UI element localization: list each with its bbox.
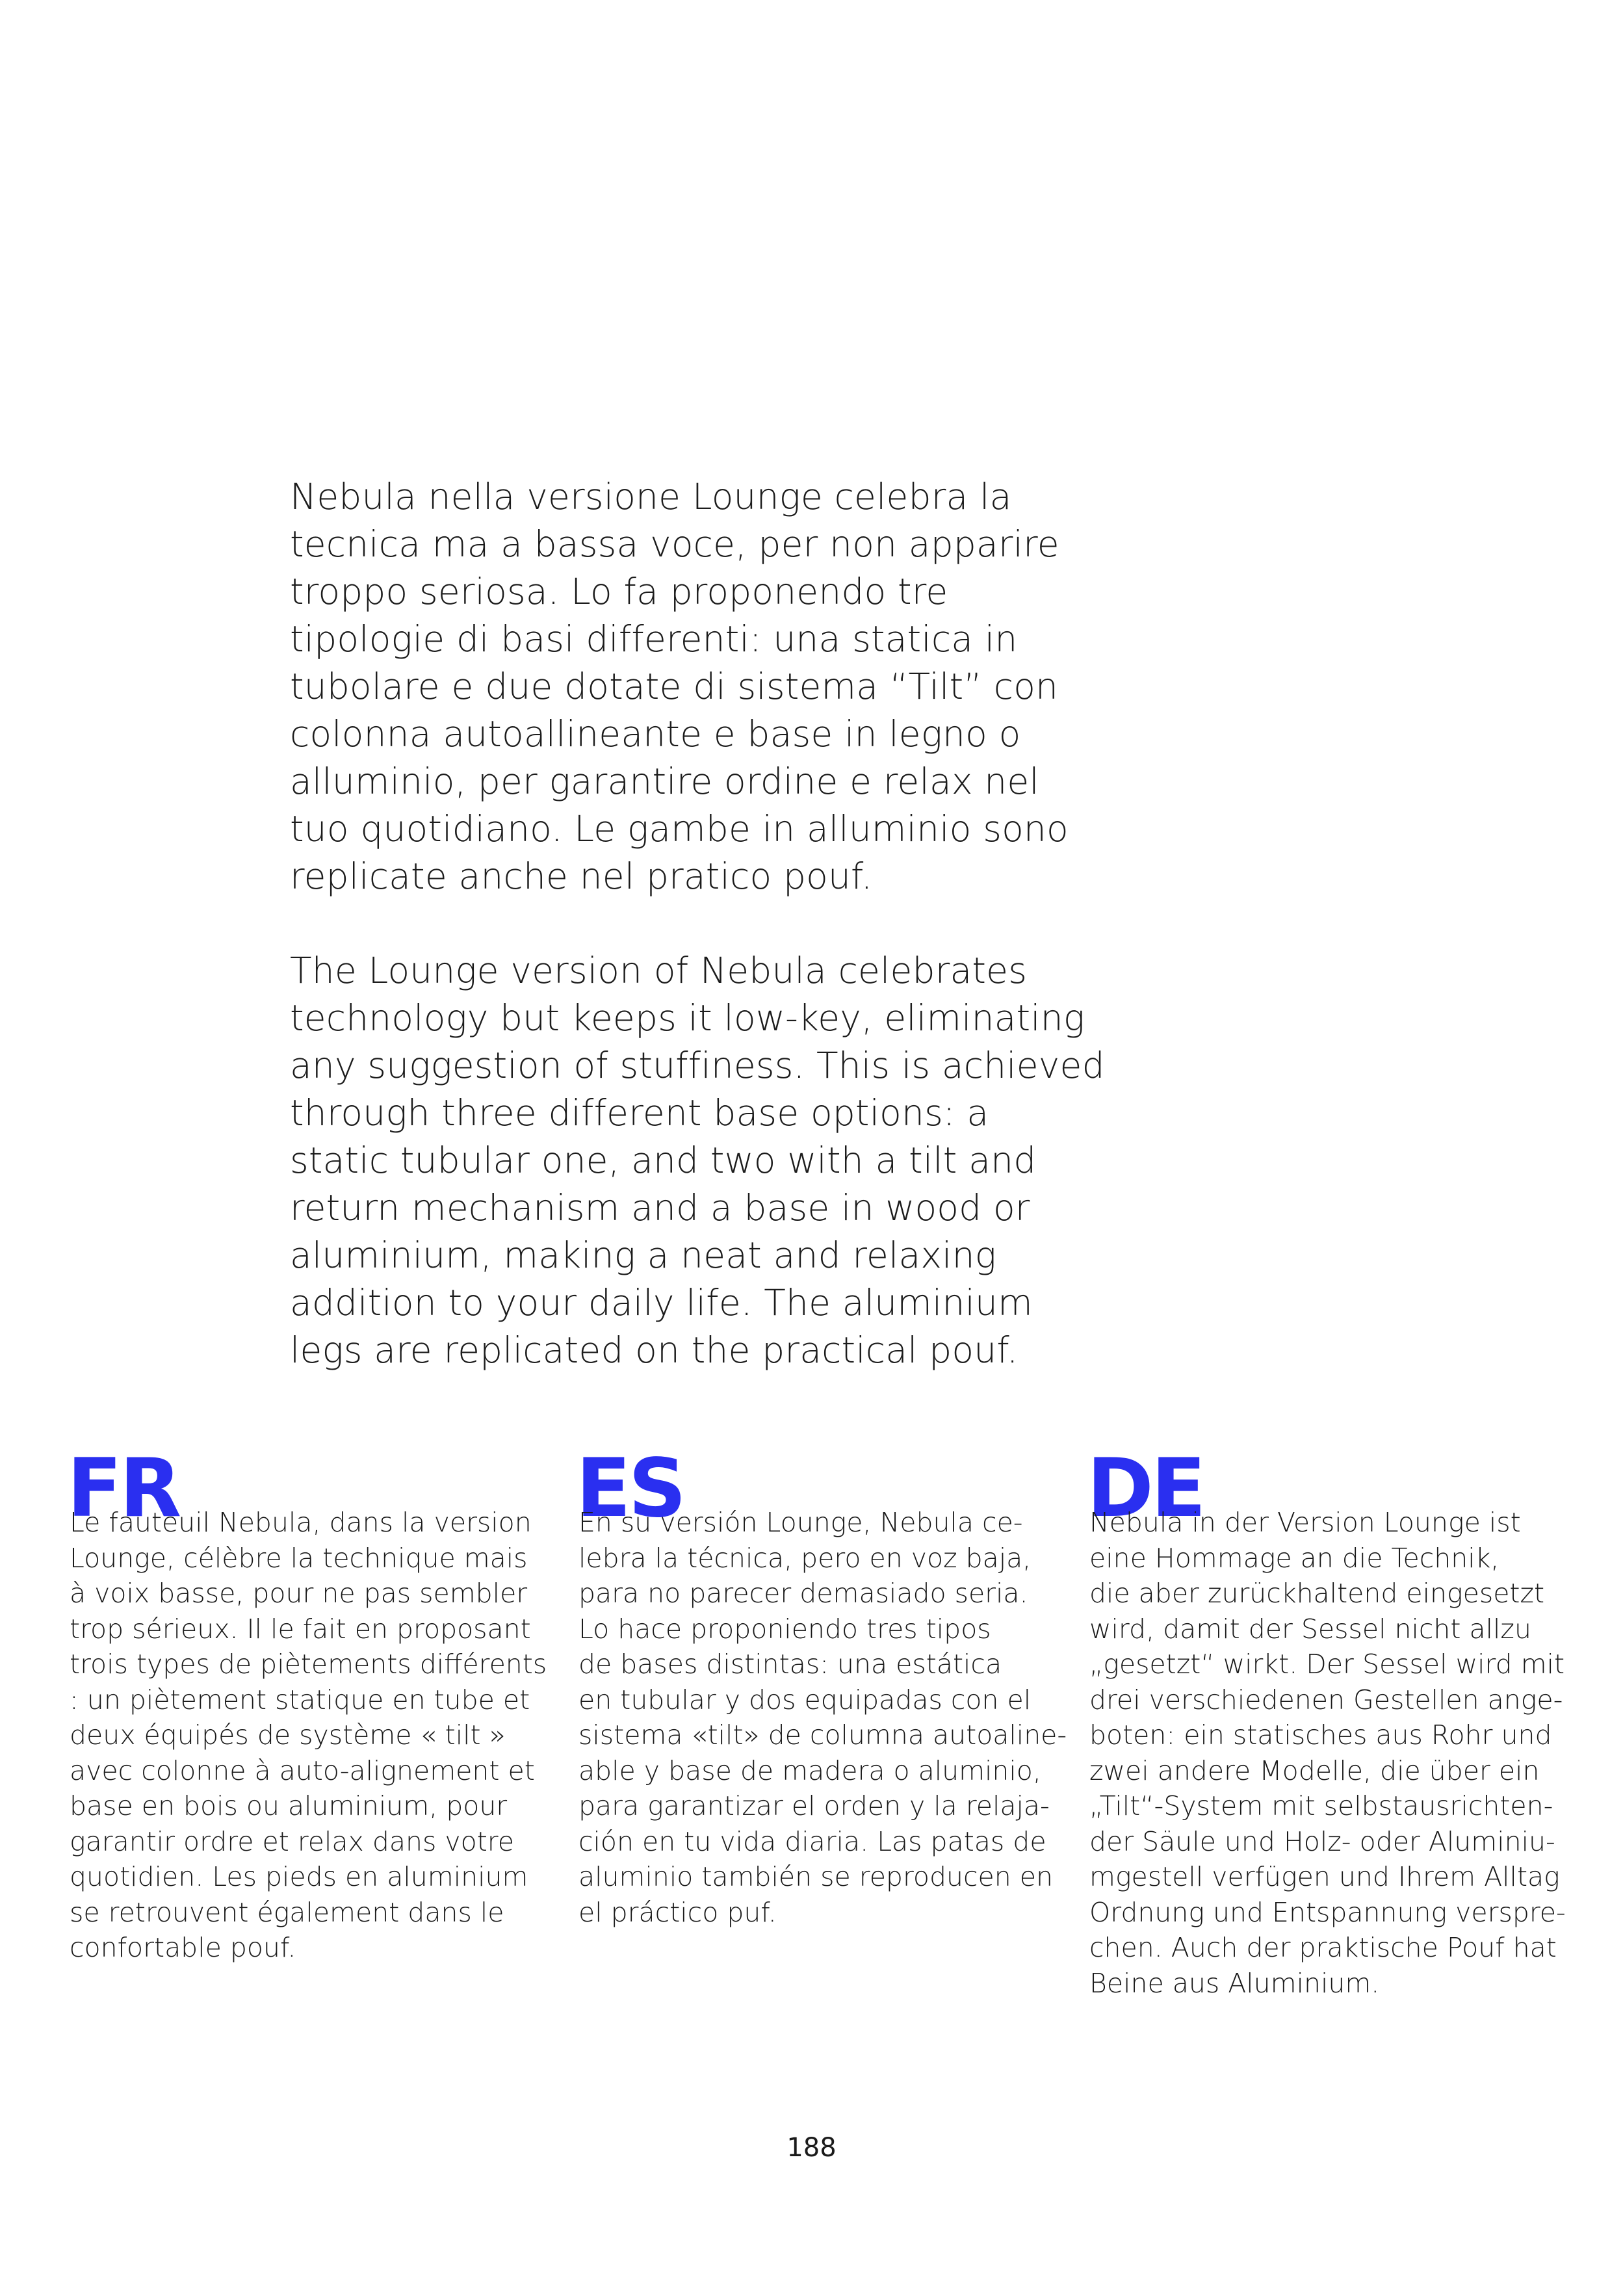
german-column: [1087, 1442, 1570, 2001]
italian-line: tuo quotidiano. Le gambe in alluminio sono: [290, 808, 1069, 850]
english-line: The Lounge version of Nebula celebrates: [290, 950, 1028, 991]
french-language-code: FR: [67, 1442, 179, 1535]
spanish-column: [576, 1442, 1067, 1930]
french-paragraph: [70, 1455, 551, 1966]
spanish-line: de bases distintas: una estática: [578, 1649, 1002, 1680]
german-line: „gesetzt“ wirkt. Der Sessel wird mit: [1089, 1649, 1565, 1680]
french-line: Le fauteuil Nebula, dans la version: [70, 1507, 532, 1538]
english-line: legs are replicated on the practical pouf.: [290, 1329, 1019, 1371]
italian-line: alluminio, per garantire ordine e relax nel: [290, 761, 1039, 802]
italian-line: replicate anche nel pratico pouf.: [290, 855, 873, 897]
german-line: drei verschiedenen Gestellen ange-: [1089, 1684, 1563, 1715]
french-line: Lounge, célèbre la technique mais: [70, 1542, 528, 1574]
french-column: [67, 1442, 551, 1966]
spanish-line: el práctico puf.: [578, 1896, 777, 1928]
main-text-block: [290, 473, 1135, 1374]
french-line: trop sérieux. Il le fait en proposant: [70, 1613, 531, 1645]
french-line: base en bois ou aluminium, pour: [70, 1790, 508, 1821]
english-line: return mechanism and a base in wood or: [290, 1187, 1030, 1229]
spanish-line: para no parecer demasiado seria.: [578, 1578, 1028, 1609]
italian-line: troppo seriosa. Lo fa proponendo tre: [290, 571, 948, 612]
english-line: technology but keeps it low-key, eliminating: [290, 997, 1085, 1039]
german-paragraph: [1089, 1455, 1570, 2001]
german-line: Beine aus Aluminium.: [1089, 1967, 1380, 1999]
spanish-line: ción en tu vida diaria. Las patas de: [578, 1825, 1046, 1857]
french-line: deux équipés de système « tilt »: [70, 1719, 506, 1751]
spanish-line: en tubular y dos equipadas con el: [578, 1684, 1032, 1715]
english-line: aluminium, making a neat and relaxing: [290, 1234, 996, 1276]
spanish-line: para garantizar el orden y la relaja-: [578, 1790, 1050, 1821]
french-line: garantir ordre et relax dans votre: [70, 1825, 514, 1857]
german-line: boten: ein statisches aus Rohr und: [1089, 1719, 1552, 1751]
french-line: confortable pouf.: [70, 1932, 296, 1963]
spanish-line: lebra la técnica, pero en voz baja,: [578, 1542, 1032, 1574]
italian-line: tipologie di basi differenti: una statica in: [290, 618, 1018, 660]
german-language-code: DE: [1087, 1442, 1204, 1535]
italian-line: tubolare e due dotate di sistema “Tilt” con: [290, 666, 1059, 707]
spanish-line: aluminio también se reproducen en: [578, 1861, 1053, 1892]
spanish-line: able y base de madera o aluminio,: [578, 1755, 1041, 1786]
english-line: through three different base options: a: [290, 1092, 989, 1134]
german-line: der Säule und Holz- oder Aluminiu-: [1089, 1825, 1555, 1857]
french-line: avec colonne à auto-alignement et: [70, 1755, 535, 1786]
italian-line: tecnica ma a bassa voce, per non apparire: [290, 523, 1059, 565]
spanish-paragraph: [578, 1455, 1067, 1930]
italian-line: colonna autoallineante e base in legno o: [290, 713, 1021, 755]
italian-paragraph: [290, 473, 1135, 900]
spanish-language-code: ES: [576, 1442, 684, 1535]
french-line: : un piètement statique en tube et: [70, 1684, 530, 1715]
german-line: Ordnung und Entspannung verspre-: [1089, 1896, 1566, 1928]
german-line: zwei andere Modelle, die über ein: [1089, 1755, 1540, 1786]
spanish-line: sistema «tilt» de columna autoaline-: [578, 1719, 1067, 1751]
english-line: static tubular one, and two with a tilt and: [290, 1140, 1037, 1181]
german-line: mgestell verfügen und Ihrem Alltag: [1089, 1861, 1560, 1892]
spanish-line: Lo hace proponiendo tres tipos: [578, 1613, 991, 1645]
german-line: chen. Auch der praktische Pouf hat: [1089, 1932, 1557, 1963]
french-line: quotidien. Les pieds en aluminium: [70, 1861, 528, 1892]
english-paragraph: [290, 947, 1135, 1374]
italian-line: Nebula nella versione Lounge celebra la: [290, 476, 1012, 517]
french-line: se retrouvent également dans le: [70, 1896, 504, 1928]
english-line: any suggestion of stuffiness. This is achieved: [290, 1045, 1105, 1086]
french-line: à voix basse, pour ne pas sembler: [70, 1578, 528, 1609]
german-line: eine Hommage an die Technik,: [1089, 1542, 1500, 1574]
german-line: wird, damit der Sessel nicht allzu: [1089, 1613, 1531, 1645]
german-line: die aber zurückhaltend eingesetzt: [1089, 1578, 1545, 1609]
german-line: Nebula in der Version Lounge ist: [1089, 1507, 1521, 1538]
page-number: 188: [786, 2133, 837, 2163]
english-line: addition to your daily life. The aluminium: [290, 1282, 1033, 1324]
french-line: trois types de piètements différents: [70, 1649, 547, 1680]
spanish-line: En su versión Lounge, Nebula ce-: [578, 1507, 1023, 1538]
german-line: „Tilt“-System mit selbstausrichten-: [1089, 1790, 1553, 1821]
